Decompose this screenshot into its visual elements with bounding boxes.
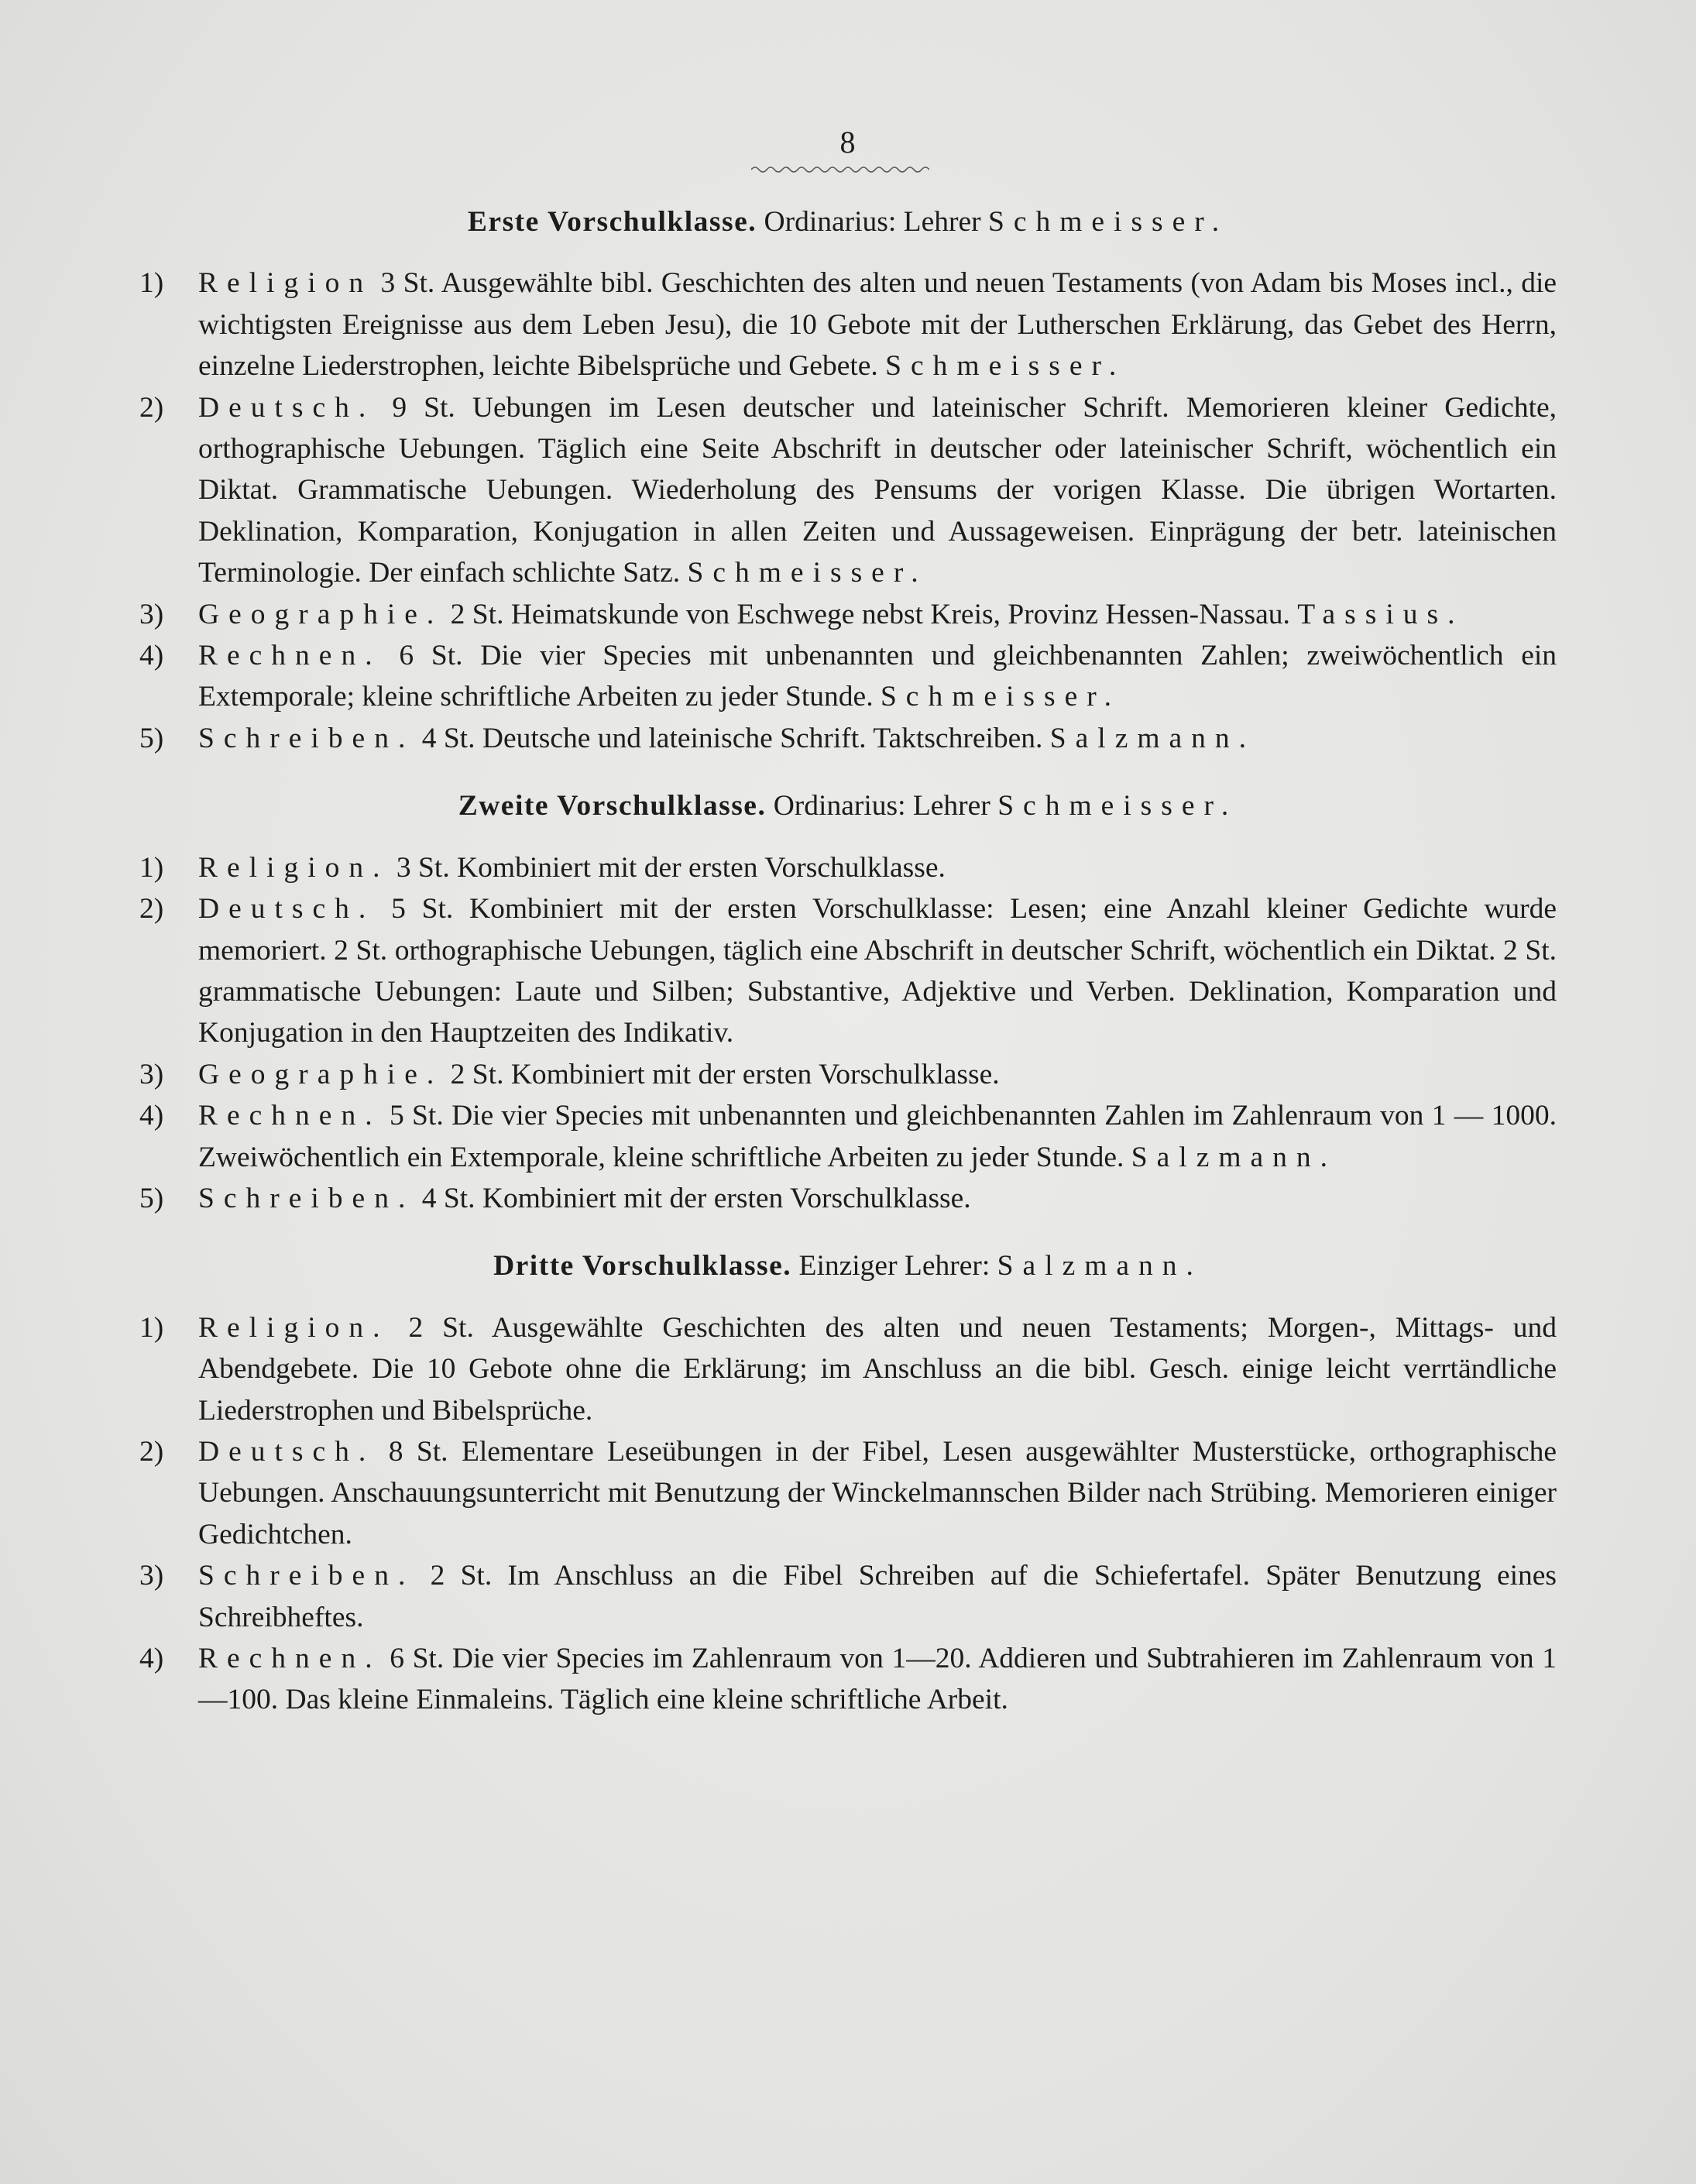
- section-heading: Dritte Vorschulklasse. Einziger Lehrer: Salzmann.: [493, 1250, 1203, 1283]
- list-item: 4) Rechnen. 6 St. Die vier Species mit unbenannten und gleichbenannten Zahlen; zweiwöchentlich ein Extemporale; kleine schriftliche Arbeiten zu jeder Stunde. Schmeisser.: [139, 640, 1557, 713]
- list-item: 4) Rechnen. 5 St. Die vier Species mit unbenannten und gleichbenannten Zahlen im Zahlenraum von 1 — 1000. Zweiwöchentlich ein Extemporale, kleine schriftliche Arbeiten zu jeder Stunde. Salzmann.: [139, 1100, 1557, 1173]
- list-item: 1) Religion 3 St. Ausgewählte bibl. Geschichten des alten und neuen Testaments (von Adam bis Moses incl., die wichtigsten Ereignisse aus dem Leben Jesu), die 10 Gebote mit der Lutherschen Erklärung, das Gebet des Herrn, einzelne Liederstrophen, leichte Bibelsprüche und Gebete. Schmeisser.: [139, 267, 1557, 383]
- ornament-divider: [751, 164, 929, 175]
- list-item: 3) Geographie. 2 St. Kombiniert mit der ersten Vorschulklasse.: [139, 1058, 1000, 1090]
- section-heading: Erste Vorschulklasse. Ordinarius: Lehrer Schmeisser.: [467, 206, 1229, 238]
- list-item: 2) Deutsch. 9 St. Uebungen im Lesen deutscher und lateinischer Schrift. Memorieren kleiner Gedichte, orthographische Uebungen. Täglich eine Seite Abschrift in deutscher oder lateinischer Schrift, wöchentlich ein Diktat. Grammatische Uebungen. Wiederholung des Pensums der vorigen Klasse. Die übrigen Wortarten. Deklination, Komparation, Konjugation in allen Zeiten und Aussageweisen. Einprägung der betr. lateinischen Terminologie. Der einfach schlichte Satz. Schmeisser.: [139, 391, 1557, 589]
- list-item: 1) Religion. 2 St. Ausgewählte Geschichten des alten und neuen Testaments; Morgen-, Mittags- und Abendgebete. Die 10 Gebote ohne die Erklärung; im Anschluss an die bibl. Gesch. einige leicht verrtändliche Liederstrophen und Bibelsprüche.: [139, 1311, 1557, 1427]
- list-item: 3) Schreiben. 2 St. Im Anschluss an die Fibel Schreiben auf die Schiefertafel. Später Benutzung eines Schreibheftes.: [139, 1560, 1557, 1633]
- list-item: 2) Deutsch. 8 St. Elementare Leseübungen in der Fibel, Lesen ausgewählter Musterstücke, orthographische Uebungen. Anschauungsunterricht mit Benutzung der Winckelmannschen Bilder nach Strübing. Memorieren einiger Gedichtchen.: [139, 1435, 1557, 1550]
- section-heading: Zweite Vorschulklasse. Ordinarius: Lehrer Schmeisser.: [458, 790, 1238, 822]
- curriculum-content: [139, 201, 1557, 1721]
- list-item: 1) Religion. 3 St. Kombiniert mit der ersten Vorschulklasse.: [139, 851, 946, 884]
- list-item: 2) Deutsch. 5 St. Kombiniert mit der ersten Vorschulklasse: Lesen; eine Anzahl kleiner Gedichte wurde memoriert. 2 St. orthographische Uebungen, täglich eine Abschrift in deutscher Schrift, wöchentlich ein Diktat. 2 St. grammatische Uebungen: Laute und Silben; Substantive, Adjektive und Verben. Deklination, Komparation und Konjugation in den Hauptzeiten des Indikativ.: [139, 893, 1557, 1049]
- page-number: 8: [839, 125, 857, 160]
- list-item: 5) Schreiben. 4 St. Kombiniert mit der ersten Vorschulklasse.: [139, 1182, 971, 1214]
- list-item: 4) Rechnen. 6 St. Die vier Species im Zahlenraum von 1—20. Addieren und Subtrahieren im Zahlenraum von 1—100. Das kleine Einmaleins. Täglich eine kleine schriftliche Arbeit.: [139, 1643, 1557, 1716]
- list-item: 5) Schreiben. 4 St. Deutsche und lateinische Schrift. Taktschreiben. Salzmann.: [139, 722, 1256, 754]
- list-item: 3) Geographie. 2 St. Heimatskunde von Eschwege nebst Kreis, Provinz Hessen-Nassau. Tassius.: [139, 598, 1464, 630]
